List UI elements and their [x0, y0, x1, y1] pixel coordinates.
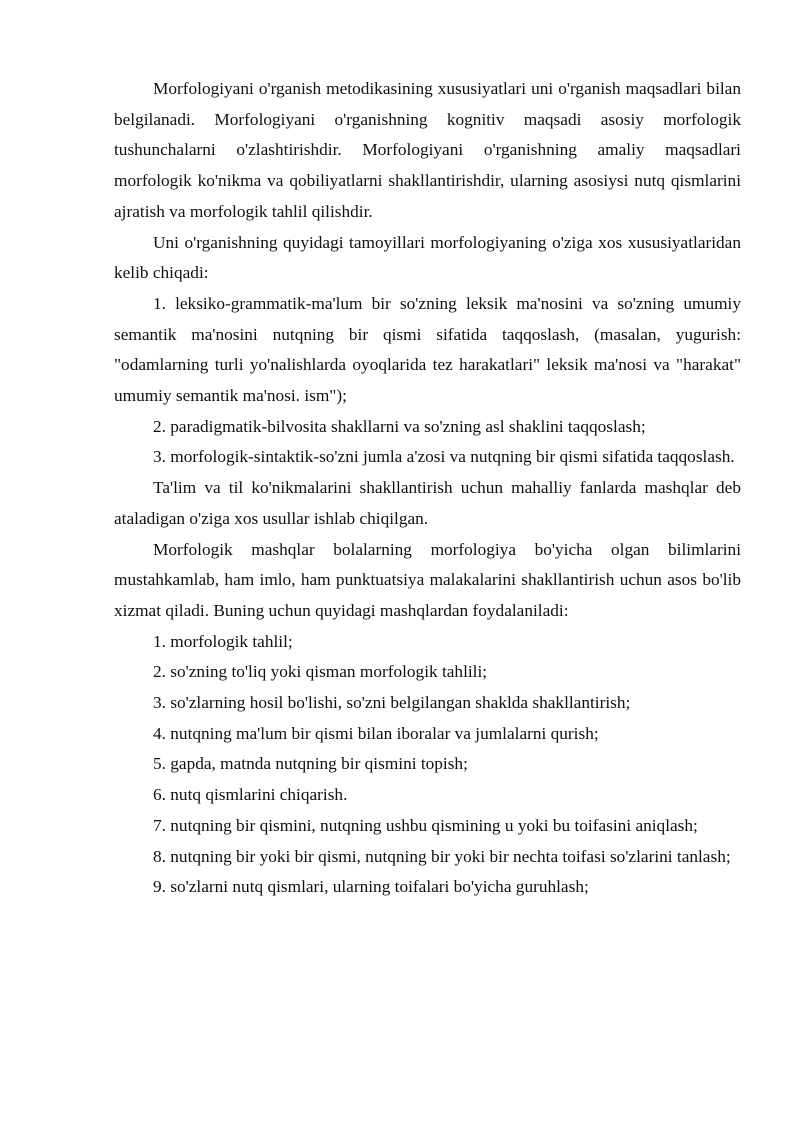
exercise-list-item-3: 3. so'zlarning hosil bo'lishi, so'zni belgilangan shaklda shakllantirish; — [153, 693, 631, 713]
document-page — [114, 74, 741, 903]
intro-paragraph: Morfologiyani o'rganish metodikasining xususiyatlari uni o'rganish maqsadlari bilan belgilanadi. Morfologiyani o'rganishning kognitiv maqsadi asosiy morfologik tushunchalarni o'zlashtirishdir. Morfologiyani o'rganishning amaliy maqsadlari morfologik ko'nikma va qobiliyatlarni shakllantirishdir, ularning asosiysi nutq qismlarini ajratish va morfologik tahlil qilishdir. — [114, 79, 741, 221]
exercise-list-item-4: 4. nutqning ma'lum bir qismi bilan iboralar va jumlalarni qurish; — [153, 723, 599, 743]
exercise-list-item-1: 1. morfologik tahlil; — [153, 631, 293, 651]
exercise-list-item-9: 9. so'zlarni nutq qismlari, ularning toifalari bo'yicha guruhlash; — [153, 877, 589, 897]
exercise-list-item-2: 2. so'zning to'liq yoki qisman morfologik tahlili; — [153, 662, 488, 682]
exercise-list-item-7: 7. nutqning bir qismini, nutqning ushbu qismining u yoki bu toifasini aniqlash; — [153, 815, 698, 835]
exercise-list-item-6: 6. nutq qismlarini chiqarish. — [153, 785, 348, 805]
principle-item-3: 3. morfologik-sintaktik-so'zni jumla a'zosi va nutqning bir qismi sifatida taqqoslash. — [153, 447, 735, 467]
principles-intro-paragraph: Uni o'rganishning quyidagi tamoyillari morfologiyaning o'ziga xos xususiyatlaridan kelib chiqadi: — [114, 232, 741, 283]
principle-item-2: 2. paradigmatik-bilvosita shakllarni va so'zning asl shaklini taqqoslash; — [153, 416, 646, 436]
principle-item-1: 1. leksiko-grammatik-ma'lum bir so'zning leksik ma'nosini va so'zning umumiy semantik ma'nosini nutqning bir qismi sifatida taqqoslash, (masalan, yugurish: "odamlarning turli yo'nalishlarda oyoqlarida tez harakatlari" leksik ma'nosi va "harakat" umumiy semantik ma'nosi. ism"); — [114, 293, 741, 406]
morphological-exercises-paragraph: Morfologik mashqlar bolalarning morfologiya bo'yicha olgan bilimlarini mustahkamlab, ham imlo, ham punktuatsiya malakalarini shakllantirish uchun asos bo'lib xizmat qiladi. Buning uchun quyidagi mashqlardan foydalaniladi: — [114, 539, 741, 620]
exercise-list-item-5: 5. gapda, matnda nutqning bir qismini topish; — [153, 754, 468, 774]
exercises-paragraph: Ta'lim va til ko'nikmalarini shakllantirish uchun mahalliy fanlarda mashqlar deb ataladigan o'ziga xos usullar ishlab chiqilgan. — [114, 478, 741, 528]
exercise-list-item-8: 8. nutqning bir yoki bir qismi, nutqning bir yoki bir nechta toifasi so'zlarini tanlash; — [153, 846, 731, 866]
